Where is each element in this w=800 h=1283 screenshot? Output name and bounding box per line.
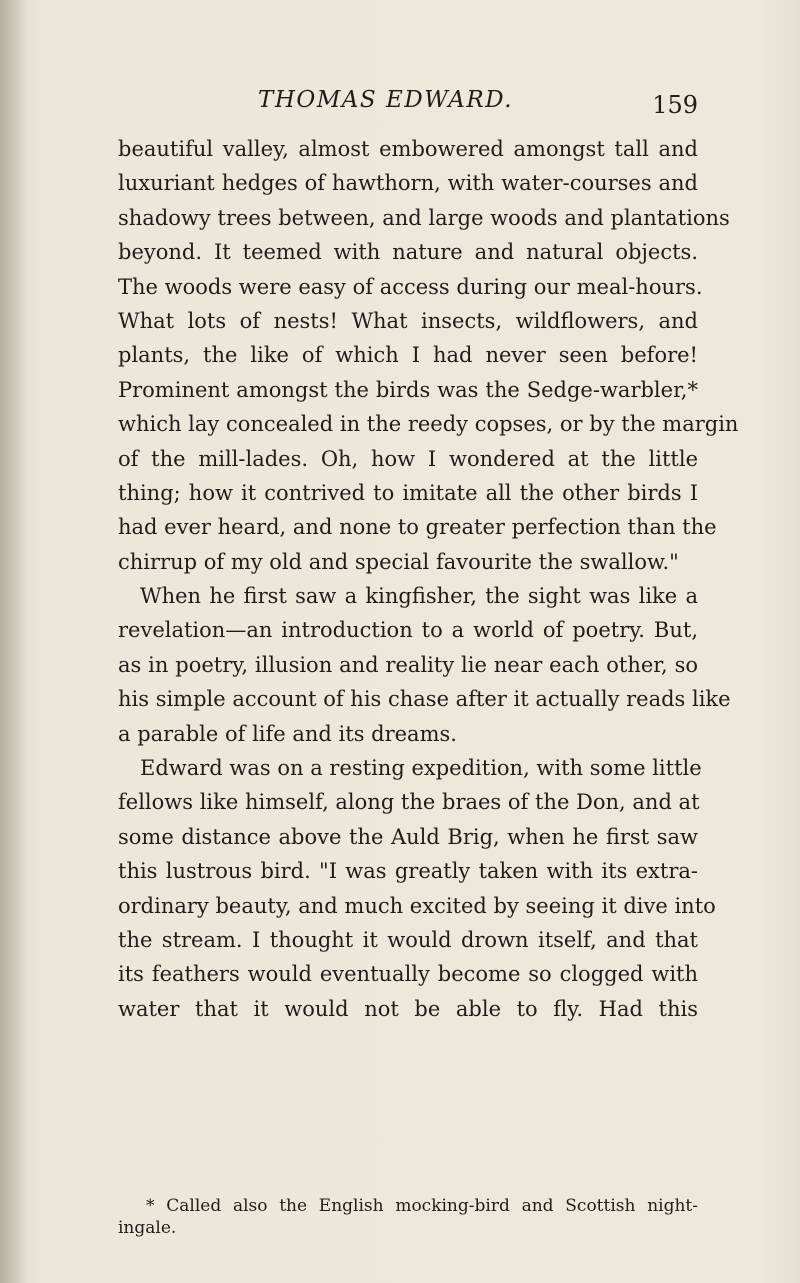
text-line: the stream. I thought it would drown itself, and that — [118, 927, 698, 952]
text-line: thing; how it contrived to imitate all the other birds I — [118, 480, 698, 505]
text-line: his simple account of his chase after it actually reads like — [118, 687, 731, 712]
text-line: beautiful valley, almost embowered amongst tall and — [118, 137, 698, 161]
footnote — [118, 1195, 698, 1239]
body-text — [118, 132, 739, 1026]
running-title: THOMAS EDWARD. — [258, 87, 514, 113]
text-line: as in poetry, illusion and reality lie near each other, so — [118, 652, 698, 677]
text-line: a parable of life and its dreams. — [118, 721, 457, 746]
text-line: ordinary beauty, and much excited by seeing it dive into — [118, 893, 716, 918]
text-line: its feathers would eventually become so clogged with — [118, 962, 698, 987]
gutter-shadow — [0, 0, 28, 1283]
text-line: chirrup of my old and special favourite the swallow." — [118, 549, 679, 574]
text-line: this lustrous bird. "I was greatly taken with its extra- — [118, 859, 698, 884]
footnote-line: * Called also the English mocking-bird and Scottish night- — [146, 1196, 698, 1216]
text-line: beyond. It teemed with nature and natural objects. — [118, 240, 698, 265]
text-line: water that it would not be able to fly. Had this — [118, 996, 698, 1021]
text-line: shadowy trees between, and large woods and plantations — [118, 205, 730, 230]
text-line: revelation—an introduction to a world of poetry. But, — [118, 618, 698, 643]
text-line: Edward was on a resting expedition, with some little — [140, 756, 702, 781]
text-line: Prominent amongst the birds was the Sedge-warbler,* — [118, 377, 698, 402]
text-line: What lots of nests! What insects, wildflowers, and — [118, 308, 698, 333]
text-line: luxuriant hedges of hawthorn, with water-courses and — [118, 171, 698, 196]
footnote-line: ingale. — [118, 1218, 177, 1238]
text-line: of the mill-lades. Oh, how I wondered at the little — [118, 446, 698, 471]
text-line: plants, the like of which I had never seen before! — [118, 343, 698, 368]
text-line: some distance above the Auld Brig, when he first saw — [118, 824, 698, 849]
text-line: The woods were easy of access during our meal-hours. — [118, 274, 703, 299]
text-line: which lay concealed in the reedy copses, or by the margin — [118, 412, 739, 437]
text-line: fellows like himself, along the braes of the Don, and at — [118, 790, 700, 815]
text-line: had ever heard, and none to greater perfection than the — [118, 515, 717, 540]
text-line: When he first saw a kingfisher, the sight was like a — [140, 584, 698, 609]
page-number: 159 — [652, 91, 698, 119]
running-head — [118, 87, 698, 121]
